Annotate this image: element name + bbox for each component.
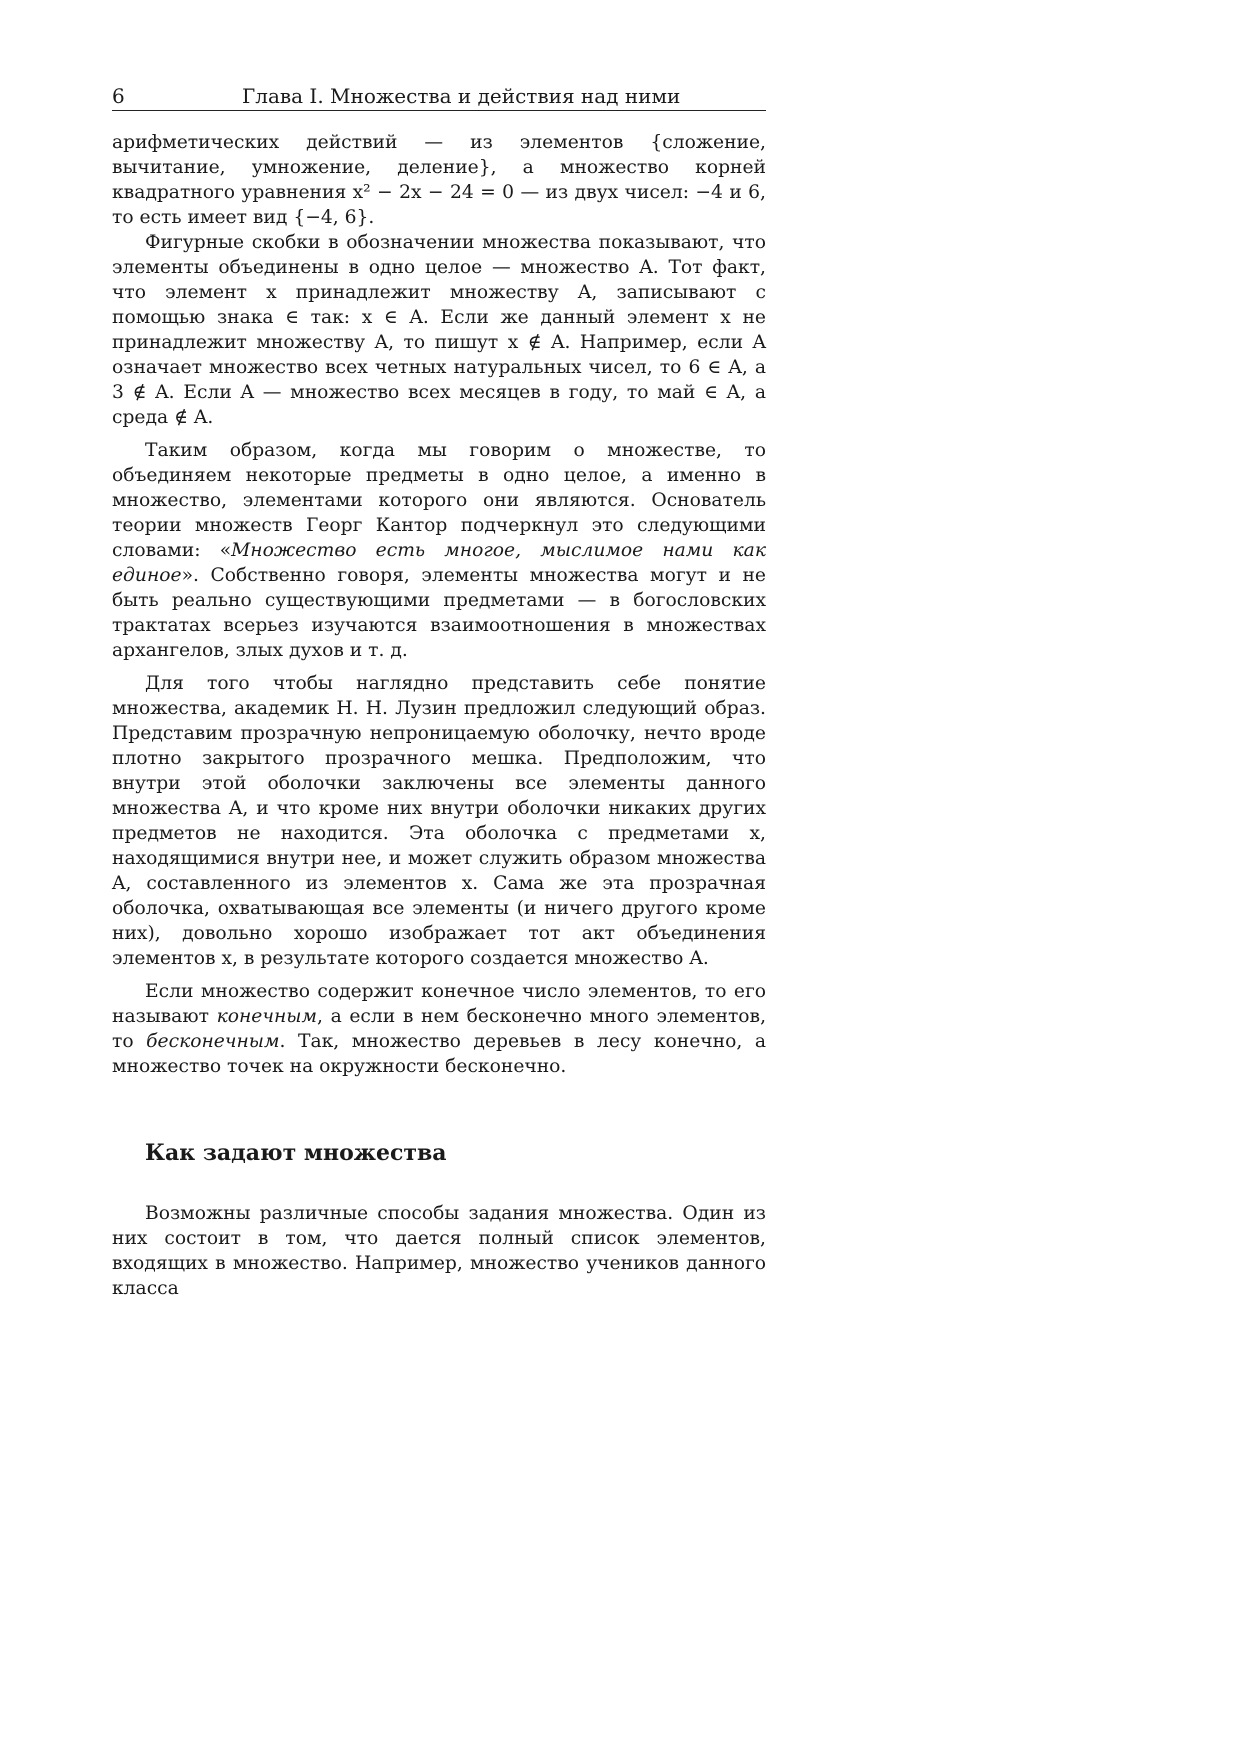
body-text — [112, 130, 766, 1301]
paragraph-3 — [112, 438, 766, 663]
paragraph-2: Фигурные скобки в обозначении множества показывают, что элементы объединены в одно целое — множество A. Тот факт, что элемент x принадлежит множеству A, записывают с помощью знака ∈ так: x ∈ A. Если же данный элемент x не принадлежит множеству A, то пишут x ∉ A. Например, если A означает множество всех четных натуральных чисел, то 6 ∈ A, а 3 ∉ A. Если A — множество всех месяцев в году, то май ∈ A, а среда ∉ A. — [112, 232, 766, 428]
paragraph-3-text-a: Таким образом, когда мы говорим о множестве, то объединяем некоторые предметы в одно целое, а именно в множество, элементами которого они являются. Основатель теории множеств Георг Кантор подчеркнул это следующими словами: « — [112, 440, 766, 561]
section-heading: Как задают множества — [145, 1140, 447, 1166]
running-header — [112, 84, 766, 111]
page-number: 6 — [112, 84, 125, 108]
paragraph-5-text-c: . Так, множество деревьев в лесу конечно, а множество точек на окружности бесконечно. — [112, 1031, 767, 1077]
paragraph-5 — [112, 979, 766, 1079]
paragraph-4: Для того чтобы наглядно представить себе понятие множества, академик Н. Н. Лузин предложил следующий образ. Представим прозрачную непроницаемую оболочку, нечто вроде плотно закрытого прозрачного мешка. Предположим, что внутри этой оболочки заключены все элементы данного множества A, и что кроме них внутри оболочки никаких других предметов не находится. Эта оболочка с предметами x, находящимися внутри нее, и может служить образом множества A, составленного из элементов x. Сама же эта прозрачная оболочка, охватывающая все элементы (и ничего другого кроме них), довольно хорошо изображает тот акт объединения элементов x, в результате которого создается множество A. — [112, 673, 766, 969]
term-infinite: бесконечным — [146, 1031, 280, 1052]
paragraph-6: Возможны различные способы задания множества. Один из них состоит в том, что дается полный список элементов, входящих в множество. Например, множество учеников данного класса — [112, 1203, 766, 1299]
paragraph-3-text-b: ». Собственно говоря, элементы множества могут и не быть реально существующими предметами — в богословских трактатах всерьез изучаются взаимоотношения в множествах архангелов, злых духов и т. д. — [112, 565, 766, 661]
chapter-title: Глава I. Множества и действия над ними — [242, 84, 681, 108]
term-finite: конечным — [216, 1006, 318, 1027]
paragraph-5-text-a: Если множество содержит конечное число элементов, то его называют — [112, 981, 766, 1027]
paragraph-1: арифметических действий — из элементов {сложение, вычитание, умножение, деление}, а множество корней квадратного уравнения x² − 2x − 24 = 0 — из двух чисел: −4 и 6, то есть имеет вид {−4, 6}. — [112, 132, 766, 228]
paragraph-5-text-b: , а если в нем бесконечно много элементов, то — [112, 1006, 767, 1052]
cantor-quote: Множество есть многое, мыслимое нами как единое — [112, 540, 766, 586]
